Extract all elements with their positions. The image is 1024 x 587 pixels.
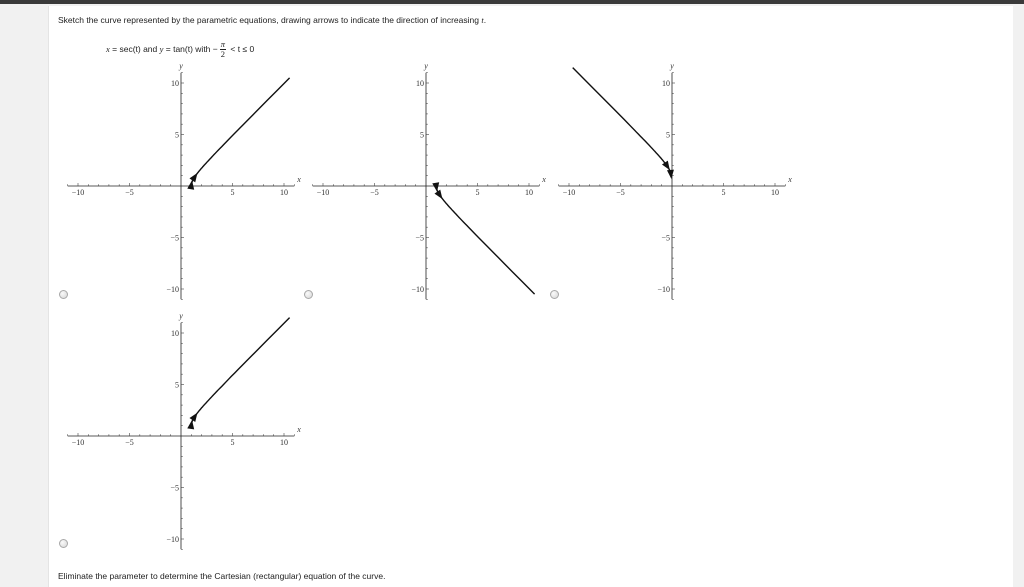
x-tick-label: −10 bbox=[71, 188, 85, 197]
y-tick-label: 5 bbox=[420, 130, 424, 140]
direction-arrow bbox=[662, 161, 670, 170]
y-tick-label: −5 bbox=[170, 233, 179, 243]
y-tick-label: 5 bbox=[666, 130, 670, 140]
radio-option-a[interactable] bbox=[59, 290, 68, 299]
curve bbox=[436, 186, 534, 294]
y-tick-label: −10 bbox=[166, 285, 179, 294]
eq-x-def: = sec(t) and bbox=[109, 43, 160, 54]
direction-arrow bbox=[667, 170, 674, 179]
y-axis-label: y bbox=[179, 311, 183, 321]
y-axis-label: y bbox=[670, 61, 674, 71]
x-axis-label: x bbox=[788, 175, 792, 184]
x-tick-label: 10 bbox=[525, 188, 533, 197]
x-tick-label: 5 bbox=[475, 188, 480, 197]
y-tick-label: −10 bbox=[411, 285, 424, 294]
eq-y-def: = tan(t) with − bbox=[163, 43, 218, 54]
x-tick-label: 5 bbox=[230, 188, 235, 197]
direction-arrow bbox=[432, 182, 439, 191]
curve bbox=[573, 68, 671, 176]
x-tick-label: −10 bbox=[316, 188, 330, 197]
y-axis-label: y bbox=[424, 61, 428, 71]
top-bar bbox=[0, 0, 1024, 4]
eq-x: x bbox=[106, 43, 110, 54]
x-tick-label: 5 bbox=[721, 188, 726, 197]
x-tick-label: −10 bbox=[562, 188, 576, 197]
eq-range: < t ≤ 0 bbox=[228, 43, 255, 54]
x-tick-label: −5 bbox=[125, 438, 134, 447]
instruction-variable: t bbox=[481, 15, 484, 25]
y-tick-label: −5 bbox=[661, 233, 670, 243]
x-axis-label: x bbox=[297, 175, 301, 184]
y-tick-label: 10 bbox=[171, 79, 179, 88]
x-tick-label: −10 bbox=[71, 438, 85, 447]
y-tick-label: 5 bbox=[175, 130, 179, 140]
direction-arrow bbox=[189, 173, 197, 182]
graph-option-a bbox=[60, 62, 300, 302]
x-tick-label: 10 bbox=[280, 188, 288, 197]
direction-arrow bbox=[187, 180, 194, 189]
radio-option-d[interactable] bbox=[59, 539, 68, 548]
direction-arrow bbox=[434, 190, 442, 199]
y-tick-label: −10 bbox=[657, 285, 670, 294]
x-tick-label: −5 bbox=[370, 188, 379, 197]
curve bbox=[191, 78, 289, 186]
radio-option-b[interactable] bbox=[304, 290, 313, 299]
y-tick-label: 10 bbox=[416, 79, 424, 88]
x-axis-label: x bbox=[297, 425, 301, 434]
direction-arrow bbox=[187, 420, 194, 429]
graph-option-c bbox=[551, 62, 791, 302]
x-tick-label: 5 bbox=[230, 438, 235, 447]
y-tick-label: −5 bbox=[415, 233, 424, 243]
y-axis-label: y bbox=[179, 61, 183, 71]
curve bbox=[191, 318, 289, 426]
radio-option-c[interactable] bbox=[550, 290, 559, 299]
y-tick-label: 10 bbox=[171, 329, 179, 338]
y-tick-label: 10 bbox=[662, 79, 670, 88]
parametric-equation bbox=[106, 40, 254, 59]
pi-over-two bbox=[220, 40, 226, 59]
graph-option-d bbox=[60, 312, 300, 552]
instruction-text: Sketch the curve represented by the parametric equations, drawing arrows to indicate the direction of increasing bbox=[58, 15, 482, 25]
followup-question: Eliminate the parameter to determine the Cartesian (rectangular) equation of the curve. bbox=[58, 571, 386, 581]
graph-option-b bbox=[305, 62, 545, 302]
x-tick-label: −5 bbox=[616, 188, 625, 197]
question-instruction bbox=[58, 15, 486, 25]
direction-arrow bbox=[189, 413, 197, 422]
frac-denominator: 2 bbox=[220, 49, 225, 59]
x-tick-label: −5 bbox=[125, 188, 134, 197]
eq-y: y bbox=[159, 43, 164, 54]
y-tick-label: −5 bbox=[170, 483, 179, 493]
x-tick-label: 10 bbox=[771, 188, 779, 197]
y-tick-label: −10 bbox=[166, 535, 179, 544]
y-tick-label: 5 bbox=[175, 380, 179, 390]
instruction-suffix: . bbox=[483, 15, 487, 25]
x-tick-label: 10 bbox=[280, 438, 288, 447]
frac-numerator: π bbox=[220, 39, 226, 49]
x-axis-label: x bbox=[542, 175, 546, 184]
